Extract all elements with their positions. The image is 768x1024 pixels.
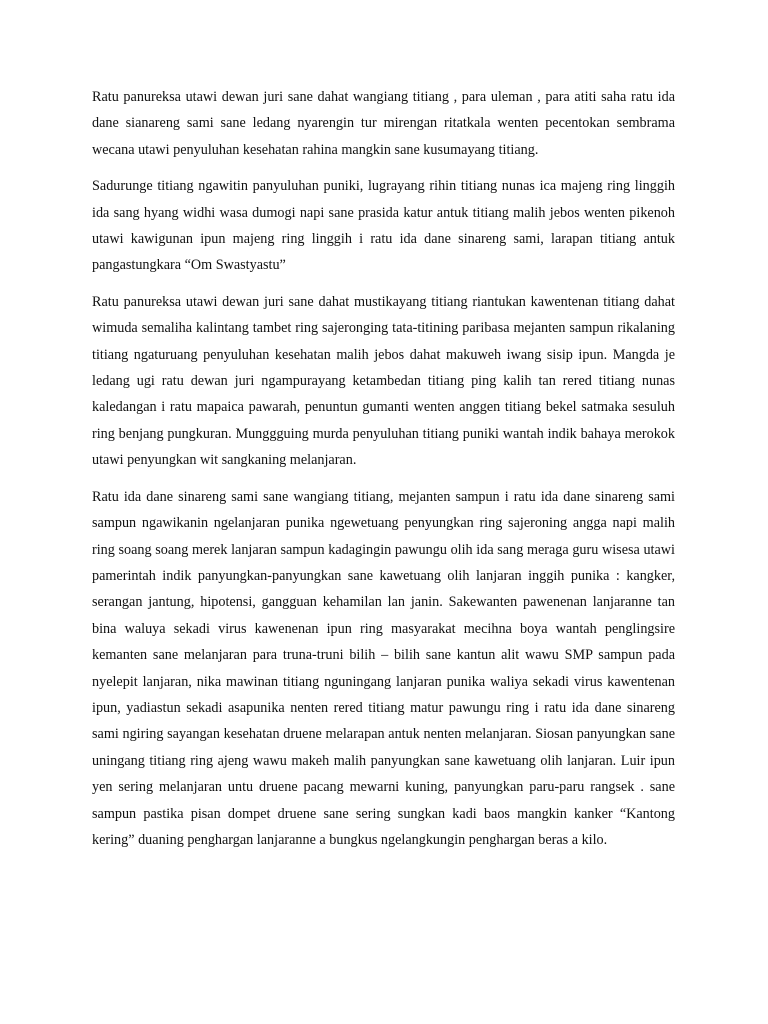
paragraph-smoking-dangers: Ratu ida dane sinareng sami sane wangiang titiang, mejanten sampun i ratu ida dane sinareng sami sampun ngawikanin ngelanjaran punika ngewetuang penyungkan ring sajeroning angga napi malih ring soang soang merek lanjaran sampun kadagingin pawungu olih ida sang meraga guru wisesa utawi pamerintah indik panyungkan-panyungkan sane kawetuang olih lanjaran inggih punika : kangker, serangan jantung, hipotensi, gangguan kehamilan lan janin. Sakewanten pawenenan lanjaranne tan bina waluya sekadi virus kawenenan ipun ring masyarakat mecihna boya wantah penglingsire kemanten sane melanjaran para truna-truni bilih – bilih sane kantun alit wawu SMP sampun pada nyelepit lanjaran, nika mawinan titiang nguningang lanjaran punika waliya sekadi virus kawentenan ipun, yadiastun sekadi asapunika nenten rered titiang matur pawungu ring i ratu ida dane sinareng sami ngiring sayangan kesehatan druene melarapan antuk nenten melanjaran. Siosan panyungkan sane uningang titiang ring ajeng wawu makeh malih panyungkan sane kawetuang olih lanjaran. Luir ipun yen sering melanjaran untu druene pacang mewarni kuning, panyungkan paru-paru rangsek . sane sampun pastika pisan dompet druene sane sering sungkan kadi baos mangkin kanker “Kantong kering” duaning penghargan lanjaranne a bungkus ngelangkungin penghargan beras a kilo. xyxy=(92,488,675,848)
paragraph-opening-greeting: Ratu panureksa utawi dewan juri sane dahat wangiang titiang , para uleman , para atiti saha ratu ida dane sianareng sami sane ledang nyarengin tur mirengan ritatkala wenten pecentokan sembrama wecana utawi penyuluhan kesehatan rahina mangkin sane kusumayang titiang. xyxy=(92,89,675,158)
paragraph-prayer: Sadurunge titiang ngawitin panyuluhan puniki, lugrayang rihin titiang nunas ica majeng ring linggih ida sang hyang widhi wasa dumogi napi sane prasida katur antuk titiang malih jebos wenten pikenoh utawi kawigunan ipun majeng ring linggih i ratu ida dane sinareng sami, larapan titiang antuk pangastungkara “Om Swastyastu” xyxy=(92,178,675,274)
document-body xyxy=(92,84,675,863)
paragraph-introduction: Ratu panureksa utawi dewan juri sane dahat mustikayang titiang riantukan kawentenan titiang dahat wimuda semaliha kalintang tambet ring sajeronging tata-titining paribasa mejanten sampun rikalaning titiang ngaturuang penyuluhan kesehatan malih jebos dahat makuweh iwang sisip ipun. Mangda je ledang ugi ratu dewan juri ngampurayang ketambedan titiang ping kalih tan rered titiang nunas kaledangan i ratu mapaica pawarah, penuntun gumanti wenten anggen titiang bekel satmaka sesuluh ring benjang pungkuran. Munggguing murda penyuluhan titiang puniki wantah indik bahaya merokok utawi penyungkan wit sangkaning melanjaran. xyxy=(92,293,675,469)
